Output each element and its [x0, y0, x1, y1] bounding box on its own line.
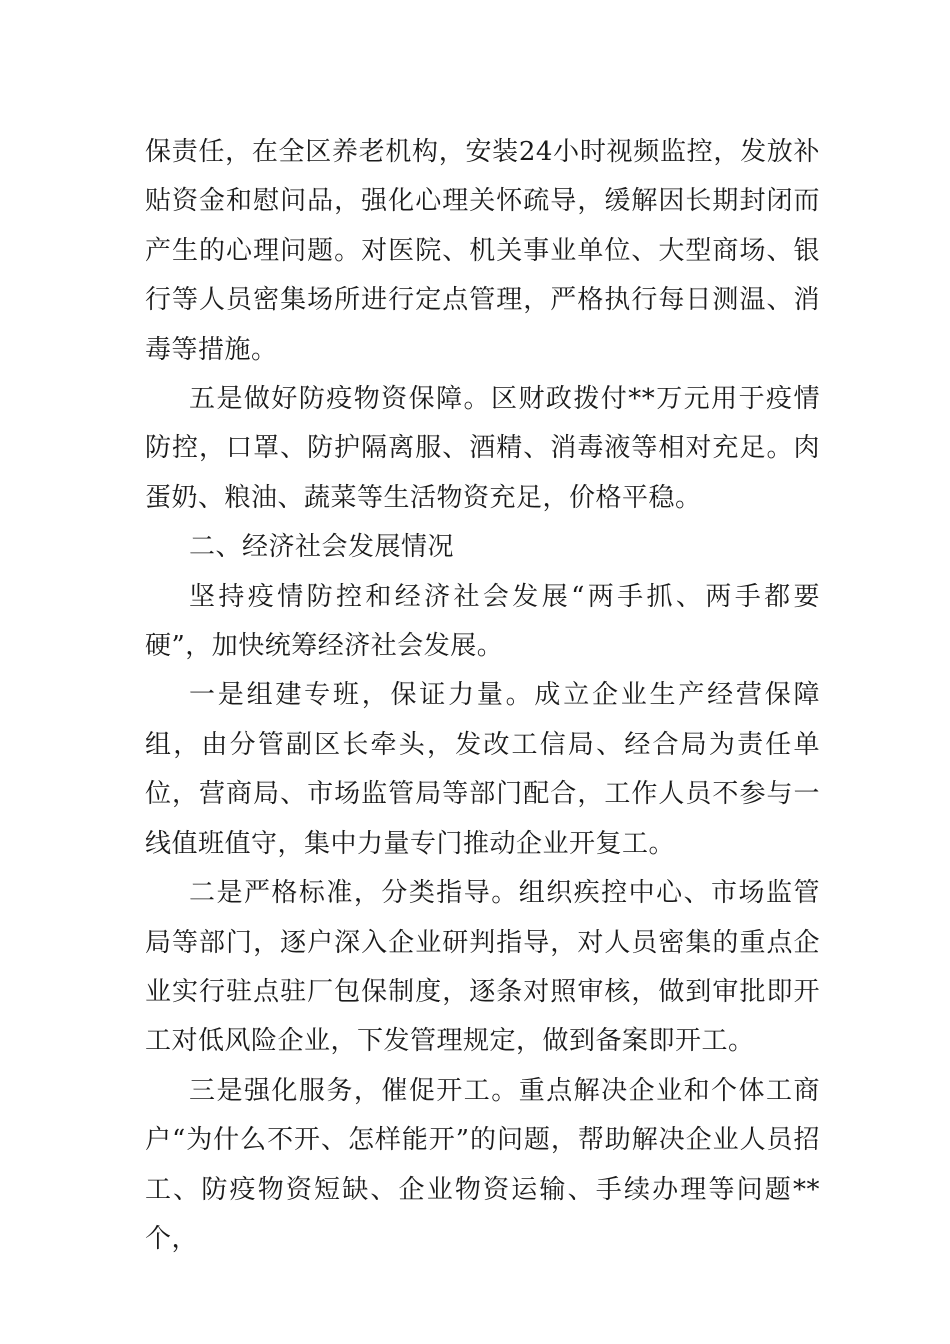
- paragraph-services: 三是强化服务，催促开工。重点解决企业和个体工商户“为什么不开、怎样能开”的问题，帮助解决企业人员招工、防疫物资短缺、企业物资运输、手续办理等问题**个，: [145, 1075, 820, 1254]
- paragraph-supplies: 五是做好防疫物资保障。区财政拨付**万元用于疫情防控，口罩、防护隔离服、酒精、消毒液等相对充足。肉蛋奶、粮油、蔬菜等生活物资充足，价格平稳。: [145, 384, 820, 513]
- paragraph-task-force: 一是组建专班，保证力量。成立企业生产经营保障组，由分管副区长牵头，发改工信局、经合局为责任单位，营商局、市场监管局等部门配合，工作人员不参与一线值班值守，集中力量专门推动企业开复工。: [145, 680, 820, 859]
- document-body: [145, 128, 820, 1264]
- paragraph-intro: 坚持疫情防控和经济社会发展“两手抓、两手都要硬”，加快统筹经济社会发展。: [145, 581, 820, 662]
- paragraph-continuation: 保责任，在全区养老机构，安装24小时视频监控，发放补贴资金和慰问品，强化心理关怀疏导，缓解因长期封闭而产生的心理问题。对医院、机关事业单位、大型商场、银行等人员密集场所进行定点管理，严格执行每日测温、消毒等措施。: [145, 137, 820, 365]
- section-heading-economy: 二、经济社会发展情况: [189, 532, 455, 563]
- paragraph-standards: 二是严格标准，分类指导。组织疾控中心、市场监管局等部门，逐户深入企业研判指导，对人员密集的重点企业实行驻点驻厂包保制度，逐条对照审核，做到审批即开工对低风险企业，下发管理规定，做到备案即开工。: [145, 878, 820, 1057]
